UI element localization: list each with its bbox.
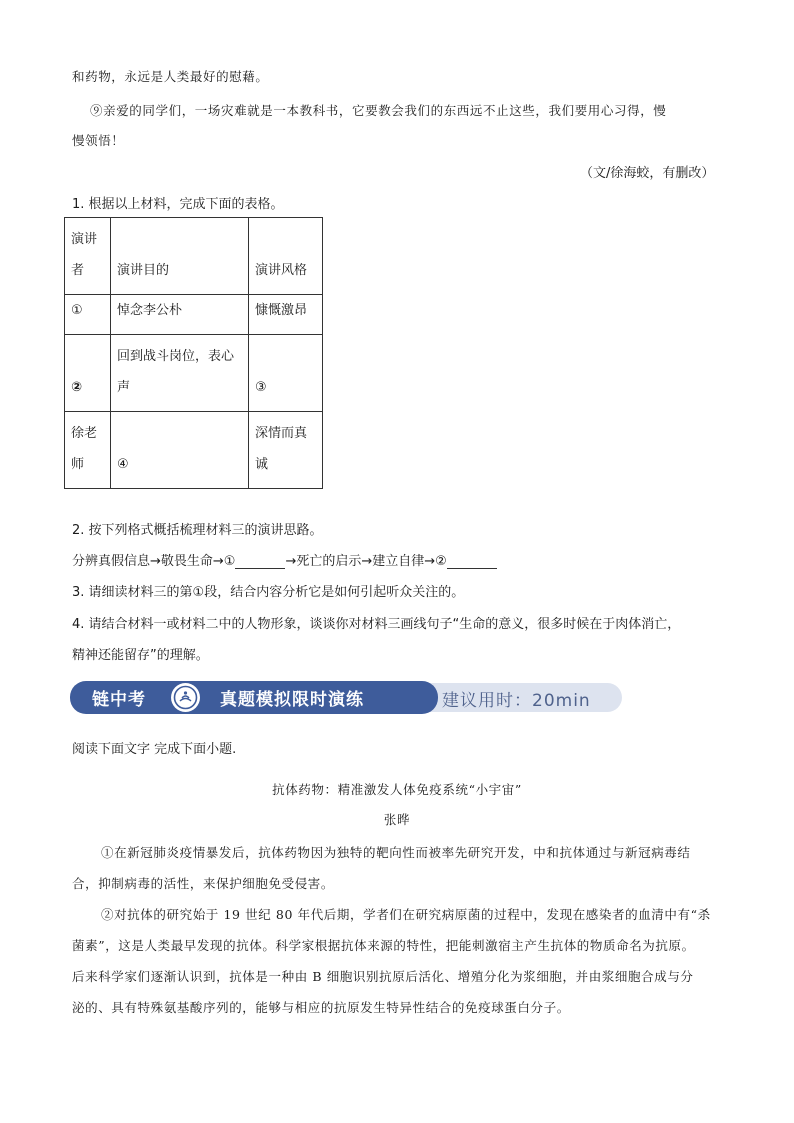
table-header-row bbox=[65, 218, 323, 295]
banner-title: 真题模拟限时演练 bbox=[220, 690, 364, 710]
table-row bbox=[65, 412, 323, 489]
question-4-line2: 精神还能留存”的理解。 bbox=[72, 648, 209, 663]
article-paragraph-2-line1: ②对抗体的研究始于 19 世纪 80 年代后期，学者们在研究病原菌的过程中，发现在感染者的血清中有“杀 bbox=[101, 907, 711, 922]
table-cell bbox=[111, 335, 249, 412]
cell-line: 徐老 bbox=[71, 426, 98, 441]
banner-label: 链中考 bbox=[92, 690, 146, 710]
table-cell bbox=[249, 412, 323, 489]
article-paragraph-1-line1: ①在新冠肺炎疫情暴发后，抗体药物因为独特的靶向性而被率先研究开发，中和抗体通过与新冠病毒结 bbox=[101, 845, 691, 860]
answer-table bbox=[64, 217, 323, 489]
table-row bbox=[65, 335, 323, 412]
table-header-cell: 演讲目的 bbox=[111, 218, 249, 295]
cell-line: 声 bbox=[117, 380, 131, 395]
table-cell: ④ bbox=[111, 412, 249, 489]
passage-paragraph-9-line1: ⑨亲爱的同学们，一场灾难就是一本教科书，它要教会我们的东西远不止这些，我们要用心习得，慢 bbox=[90, 103, 667, 118]
passage-paragraph-9-line2: 慢领悟！ bbox=[72, 133, 125, 148]
article-title: 抗体药物：精准激发人体免疫系统“小宇宙” bbox=[272, 782, 522, 797]
article-paragraph-1-line2: 合，抑制病毒的活性，来保护细胞免受侵害。 bbox=[72, 876, 335, 891]
reading-instruction: 阅读下面文字 完成下面小题. bbox=[72, 742, 237, 757]
table-cell: 慷慨激昂 bbox=[249, 295, 323, 335]
table-cell: 悼念李公朴 bbox=[111, 295, 249, 335]
book-compass-icon bbox=[171, 683, 200, 712]
table-cell: ② bbox=[65, 335, 111, 412]
cell-line: 诚 bbox=[255, 457, 269, 472]
question-4-line1: 4. 请结合材料一或材料二中的人物形象，谈谈你对材料三画线句子“生命的意义，很多时候在于肉体消亡， bbox=[72, 617, 681, 632]
cell-line: 深情而真 bbox=[255, 426, 308, 441]
table-cell: ③ bbox=[249, 335, 323, 412]
question-2-sequence bbox=[72, 550, 497, 569]
table-cell: ① bbox=[65, 295, 111, 335]
passage-source: （文/徐海蛟，有删改） bbox=[580, 166, 715, 181]
answer-blank-2[interactable] bbox=[447, 554, 497, 569]
cell-line: 者 bbox=[71, 263, 85, 278]
table-header-cell bbox=[65, 218, 111, 295]
article-paragraph-2-line2: 菌素”，这是人类最早发现的抗体。科学家根据抗体来源的特性，把能刺激宿主产生抗体的物质命名为抗原。 bbox=[72, 938, 695, 953]
table-cell bbox=[65, 412, 111, 489]
cell-line: 演讲 bbox=[71, 232, 98, 247]
banner-suggested-time: 建议用时：20min bbox=[442, 691, 591, 711]
article-paragraph-2-line4: 泌的、具有特殊氨基酸序列的，能够与相应的抗原发生特异性结合的免疫球蛋白分子。 bbox=[72, 1000, 570, 1015]
table-header-cell: 演讲风格 bbox=[249, 218, 323, 295]
answer-blank-1[interactable] bbox=[235, 554, 285, 569]
table-row bbox=[65, 295, 323, 335]
cell-line: 师 bbox=[71, 457, 85, 472]
question-2-prompt: 2. 按下列格式概括梳理材料三的演讲思路。 bbox=[72, 523, 323, 538]
section-banner bbox=[70, 681, 622, 714]
cell-line: 回到战斗岗位，表心 bbox=[117, 349, 235, 364]
sequence-part: 分辨真假信息→敬畏生命→① bbox=[72, 554, 236, 569]
passage-line: 和药物，永远是人类最好的慰藉。 bbox=[72, 69, 269, 84]
sequence-part: →死亡的启示→建立自律→② bbox=[285, 554, 447, 569]
article-paragraph-2-line3: 后来科学家们逐渐认识到，抗体是一种由 B 细胞识别抗原后活化、增殖分化为浆细胞，并由浆细胞合成与分 bbox=[72, 969, 694, 984]
question-1-prompt: 1. 根据以上材料，完成下面的表格。 bbox=[72, 197, 284, 212]
question-3-prompt: 3. 请细读材料三的第①段，结合内容分析它是如何引起听众关注的。 bbox=[72, 585, 465, 600]
article-author: 张晔 bbox=[383, 812, 411, 827]
